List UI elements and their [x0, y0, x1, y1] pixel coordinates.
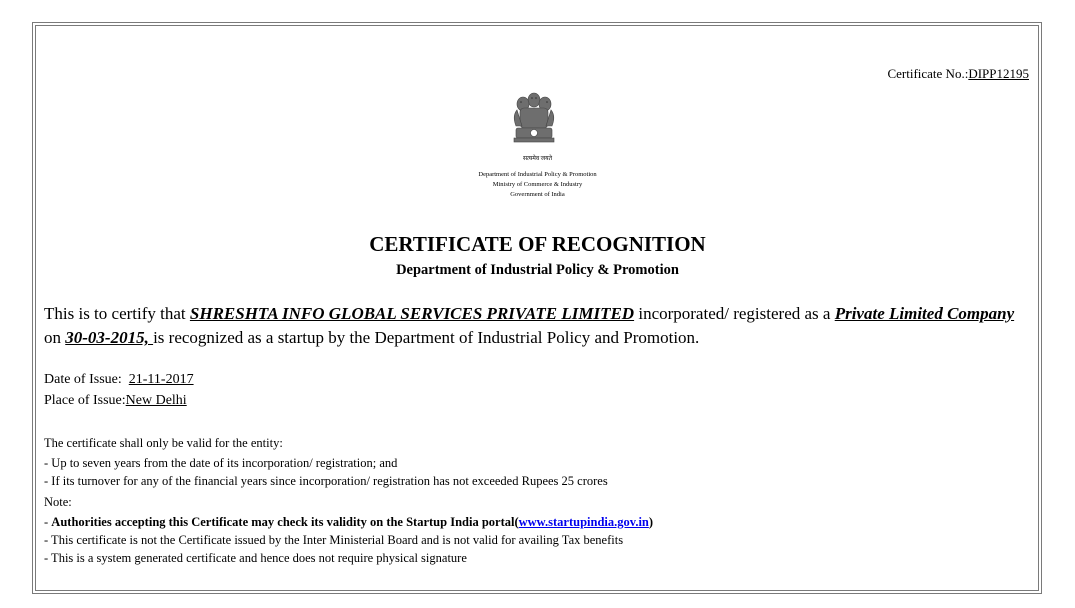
statement-suffix: is recognized as a startup by the Department of Industrial Policy and Promotion. [153, 328, 700, 347]
note-2: - This certificate is not the Certificate issued by the Inter Ministerial Board and is not valid for availing Tax benefits [44, 533, 624, 547]
date-of-issue-label: Date of Issue: [44, 372, 129, 387]
state-emblem-icon [508, 86, 560, 162]
certificate-number [887, 66, 1029, 82]
place-of-issue [44, 393, 187, 409]
certificate-subtitle: Department of Industrial Policy & Promotion [396, 262, 679, 278]
validity-item-2: - If its turnover for any of the financial years since incorporation/ registration has not exceeded Rupees 25 crores [44, 474, 608, 488]
issuer-line-department: Department of Industrial Policy & Promotion [478, 171, 597, 178]
certificate-number-value: DIPP12195 [968, 66, 1029, 81]
startup-india-link[interactable]: www.startupindia.gov.in [518, 515, 649, 529]
note-1-prefix: - [44, 515, 52, 529]
date-of-issue-value: 21-11-2017 [128, 372, 194, 387]
company-name: SHRESHTA INFO GLOBAL SERVICES PRIVATE LIMITED [189, 304, 635, 323]
certificate-number-label: Certificate No.: [887, 66, 969, 81]
issuer-line-ministry: Ministry of Commerce & Industry [492, 181, 583, 188]
company-type: Private Limited Company [834, 304, 1015, 323]
statement-prefix: This is to certify that [44, 304, 190, 323]
place-of-issue-label: Place of Issue: [44, 393, 126, 408]
certification-statement [44, 302, 1019, 350]
note-1 [44, 515, 653, 530]
certificate-title: CERTIFICATE OF RECOGNITION [369, 232, 706, 256]
note-1-text: Authorities accepting this Certificate may check its validity on the Startup India portal( [51, 515, 519, 529]
emblem-motto: सत्यमेव जयते [522, 156, 553, 162]
statement-mid-1: incorporated/ registered as a [634, 304, 835, 323]
statement-mid-2: on [44, 328, 66, 347]
incorporation-date: 30-03-2015, [65, 328, 154, 347]
validity-item-1: - Up to seven years from the date of its incorporation/ registration; and [44, 456, 398, 470]
issuer-line-government: Government of India [510, 191, 565, 198]
place-of-issue-value: New Delhi [125, 393, 187, 408]
note-1-close: ) [648, 515, 654, 529]
note-3: - This is a system generated certificate and hence does not require physical signature [44, 551, 467, 565]
date-of-issue [44, 372, 194, 388]
note-label: Note: [44, 495, 72, 509]
validity-intro: The certificate shall only be valid for the entity: [44, 436, 283, 450]
